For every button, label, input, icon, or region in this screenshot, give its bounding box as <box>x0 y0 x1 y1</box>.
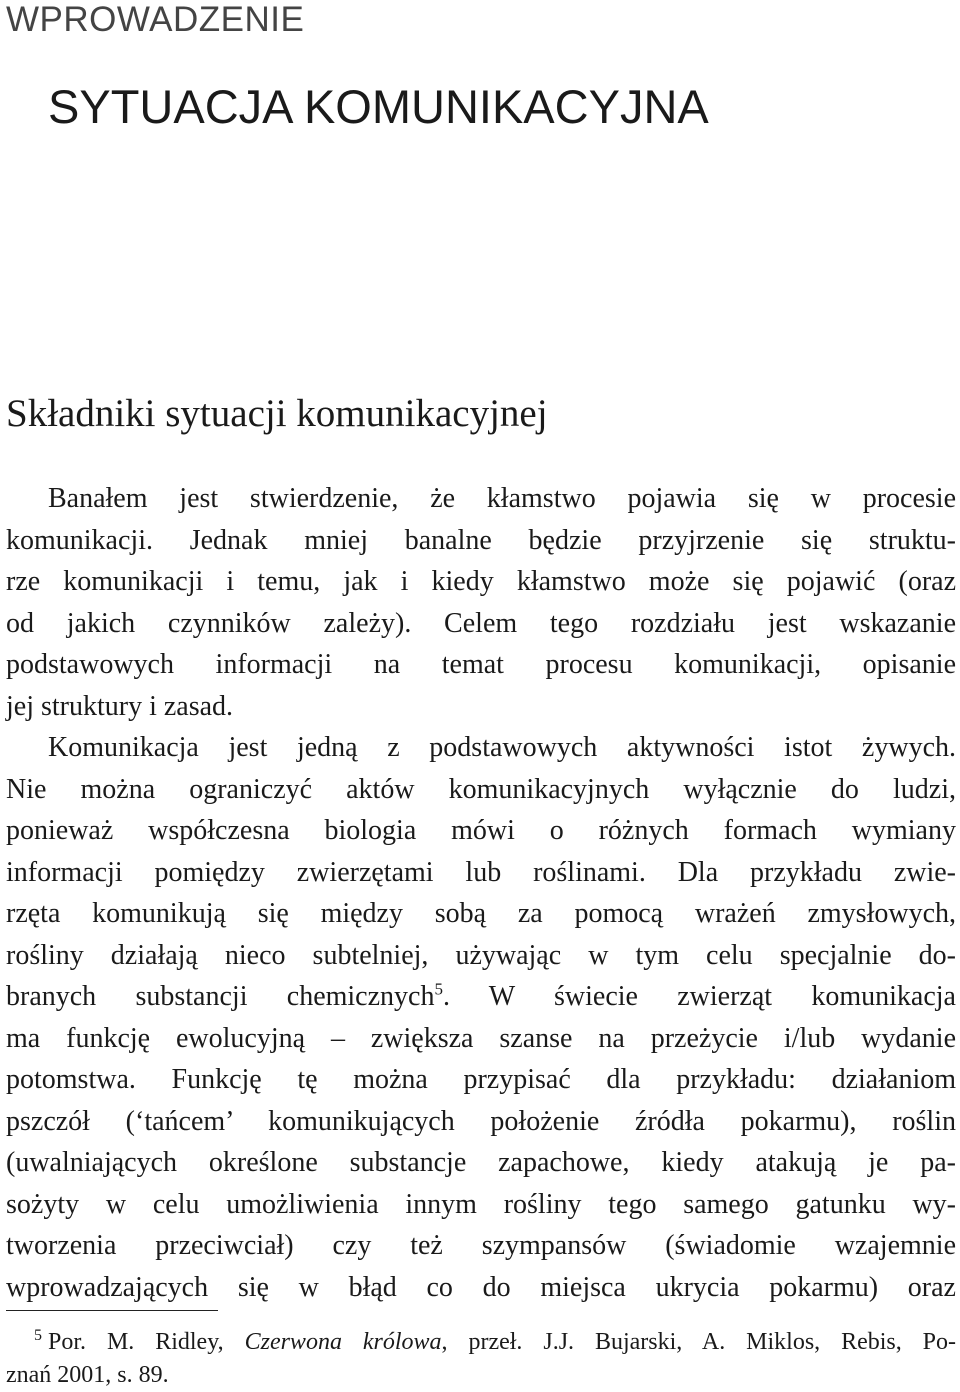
body-line: sożyty w celu umożliwienia innym rośliny tego samego gatunku wy- <box>6 1188 956 1220</box>
body-line: rośliny działają nieco subtelniej, używając w tym celu specjalnie do- <box>6 939 956 971</box>
body-line: ponieważ współczesna biologia mówi o różnych formach wymiany <box>6 815 956 846</box>
body-line: pszczół (‘tańcem’ komunikujących położenie źródła pokarmu), roślin <box>6 1105 956 1137</box>
body-segment: . W świecie zwierząt komunikacja <box>442 981 956 1012</box>
body-line: podstawowych informacji na temat procesu komunikacji, opisanie <box>6 649 956 680</box>
chapter-title: SYTUACJA KOMUNIKACYJNA <box>48 80 709 133</box>
body-line: tworzenia przeciwciał) czy też szympansów (świadomie wzajemnie <box>6 1230 956 1261</box>
footnote-line: znań 2001, s. 89. <box>6 1362 169 1388</box>
footnote-ref[interactable]: 5 <box>434 979 443 999</box>
section-heading: Składniki sytuacji komunikacyjnej <box>6 392 548 435</box>
body-text <box>6 478 956 1308</box>
body-line: wprowadzających się w błąd co do miejsca ukrycia pokarmu) oraz <box>6 1271 956 1303</box>
footnote-text: Por. M. Ridley, <box>48 1329 224 1355</box>
footnote-line <box>6 1326 956 1359</box>
body-line: Nie można ograniczyć aktów komunikacyjnych wyłącznie do ludzi, <box>6 773 956 805</box>
body-line: informacji pomiędzy zwierzętami lub roślinami. Dla przykładu zwie- <box>6 856 956 888</box>
running-head: WPROWADZENIE <box>6 0 305 39</box>
footnote-title: Czerwona królowa <box>244 1329 442 1355</box>
body-line: (uwalniających określone substancje zapachowe, kiedy atakują je pa- <box>6 1147 956 1178</box>
body-line: od jakich czynników zależy). Celem tego rozdziału jest wskazanie <box>6 607 956 639</box>
footnote-number: 5 <box>34 1327 42 1344</box>
body-line: Komunikacja jest jedną z podstawowych aktywności istot żywych. <box>48 732 956 763</box>
body-line: jej struktury i zasad. <box>6 690 234 722</box>
body-segment: branych substancji chemicznych <box>6 981 435 1012</box>
body-line <box>6 976 956 1018</box>
footnotes <box>6 1326 956 1392</box>
body-line: rzęta komunikują się między sobą za pomocą wrażeń zmysłowych, <box>6 898 956 929</box>
footnote-rule <box>6 1310 218 1311</box>
body-line: potomstwa. Funkcję tę można przypisać dla przykładu: działaniom <box>6 1064 956 1095</box>
footnote-text: , przeł. J.J. Bujarski, A. Miklos, Rebis, Po- <box>441 1329 957 1355</box>
body-line: rze komunikacji i temu, jak i kiedy kłamstwo może się pojawić (oraz <box>6 566 956 597</box>
body-line: Banałem jest stwierdzenie, że kłamstwo pojawia się w procesie <box>48 483 956 514</box>
body-line: komunikacji. Jednak mniej banalne będzie przyjrzenie się struktu- <box>6 524 956 556</box>
body-line: ma funkcję ewolucyjną – zwiększa szanse na przeżycie i/lub wydanie <box>6 1022 956 1054</box>
